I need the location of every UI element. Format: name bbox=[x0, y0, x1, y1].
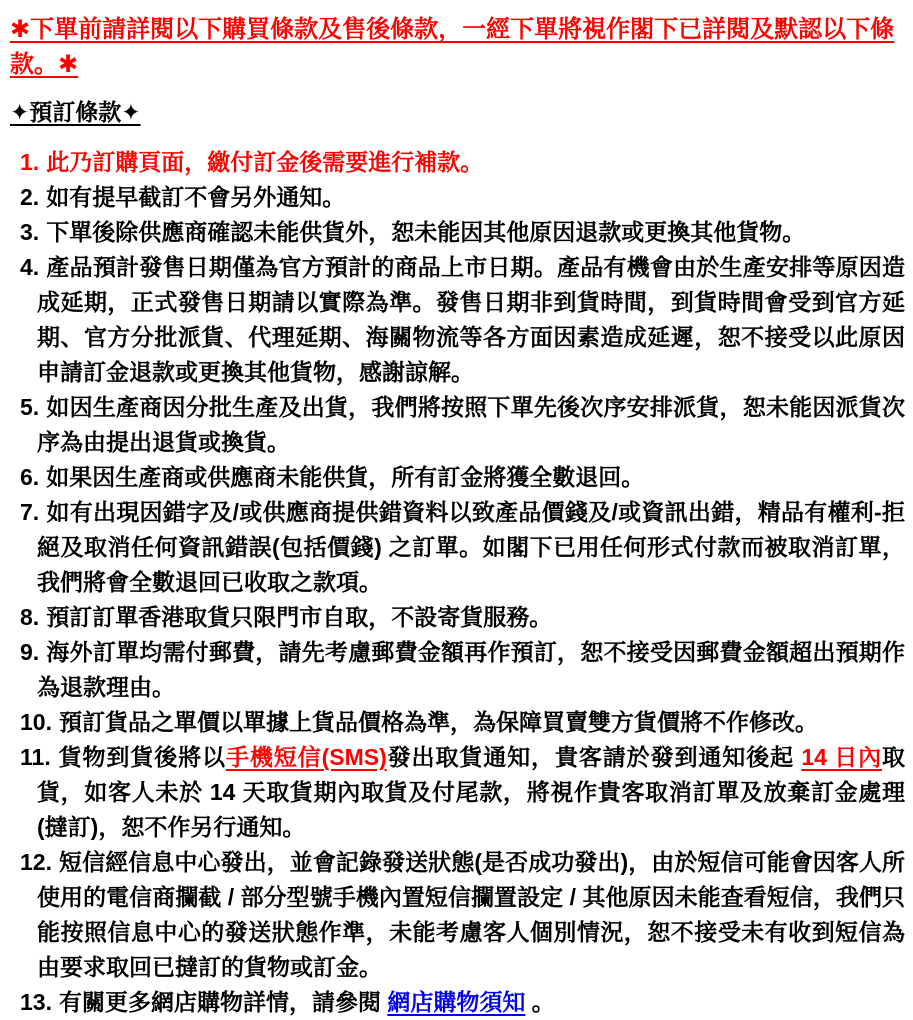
term-item-4 bbox=[10, 250, 905, 390]
term-text: 預訂貨品之單價以單據上貨品價格為準，為保障買賣雙方貨價將不作修改。 bbox=[58, 709, 818, 735]
term-number: 7. bbox=[20, 499, 40, 525]
term-item-5 bbox=[10, 390, 905, 460]
term-number: 6. bbox=[20, 464, 40, 490]
sms-highlight: 手機短信(SMS) bbox=[225, 744, 387, 770]
term-item-8 bbox=[10, 600, 905, 635]
term-text: 貨物到貨後將以 bbox=[57, 744, 226, 770]
term-number: 11. bbox=[20, 744, 51, 770]
warning-banner: ✱下單前請詳閱以下購買條款及售後條款，一經下單將視作閣下已詳閱及默認以下條款。✱ bbox=[10, 16, 895, 78]
term-item-1 bbox=[10, 145, 905, 180]
term-item-6 bbox=[10, 460, 905, 495]
term-text: 產品預計發售日期僅為官方預計的商品上市日期。產品有機會由於生產安排等原因造成延期，正式發售日期請以實際為準。發售日期非到貨時間，到貨時間會受到官方延期、官方分批派貨、代理延期、海關物流等各方面因素造成延遲，恕不接受以此原因申請訂金退款或更換其他貨物，感謝諒解。 bbox=[37, 254, 905, 385]
term-item-13 bbox=[10, 985, 905, 1020]
term-number: 8. bbox=[20, 604, 40, 630]
term-text: 取貨，如客人未於 14 天取貨期內取貨及付尾款，將視作貴客取消訂單及放棄訂金處理(撻訂)，恕不作另行通知。 bbox=[37, 744, 905, 840]
term-text: 如因生產商因分批生產及出貨，我們將按照下單先後次序安排派貨，恕未能因派貨次序為由提出退貨或換貨。 bbox=[37, 394, 905, 455]
term-number: 12. bbox=[20, 849, 52, 875]
term-text: 。 bbox=[525, 989, 555, 1015]
term-text: 預訂訂單香港取貨只限門市自取，不設寄貨服務。 bbox=[46, 604, 553, 630]
term-item-12 bbox=[10, 845, 905, 985]
term-item-2 bbox=[10, 180, 905, 215]
term-text: 海外訂單均需付郵費，請先考慮郵費金額再作預訂，恕不接受因郵費金額超出預期作為退款理由。 bbox=[37, 639, 905, 700]
term-item-3 bbox=[10, 215, 905, 250]
term-number: 1. bbox=[20, 149, 40, 175]
term-number: 5. bbox=[20, 394, 40, 420]
term-text: 如有出現因錯字及/或供應商提供錯資料以致產品價錢及/或資訊出錯，精品有權利-拒絕及取消任何資訊錯誤(包括價錢) 之訂單。如閣下已用任何形式付款而被取消訂單，我們將會全數退回已收取之款項。 bbox=[37, 499, 905, 595]
term-text: 短信經信息中心發出，並會記錄發送狀態(是否成功發出)，由於短信可能會因客人所使用的電信商攔截 / 部分型號手機內置短信攔置設定 / 其他原因未能查看短信，我們只能按照信息中心的發送狀態作準，未能考慮客人個別情況，恕不接受未有收到短信為由要求取回已撻訂的貨物或訂金。 bbox=[37, 849, 905, 980]
term-number: 4. bbox=[20, 254, 40, 280]
term-number: 10. bbox=[20, 709, 52, 735]
term-item-10 bbox=[10, 705, 905, 740]
term-text: 發出取貨通知，貴客請於發到通知後起 bbox=[386, 744, 802, 770]
term-text: 有關更多網店購物詳情，請參閱 bbox=[58, 989, 388, 1015]
term-item-11 bbox=[10, 740, 905, 845]
store-shopping-guide-link[interactable]: 網店購物須知 bbox=[387, 989, 526, 1015]
term-text: 如有提早截訂不會另外通知。 bbox=[46, 184, 346, 210]
term-text: 此乃訂購頁面，繳付訂金後需要進行補款。 bbox=[46, 149, 484, 175]
term-number: 13. bbox=[20, 989, 52, 1015]
term-item-7 bbox=[10, 495, 905, 600]
term-number: 2. bbox=[20, 184, 40, 210]
section-title bbox=[10, 95, 905, 130]
term-number: 3. bbox=[20, 219, 40, 245]
term-text: 下單後除供應商確認未能供貨外，恕未能因其他原因退款或更換其他貨物。 bbox=[46, 219, 806, 245]
term-number: 9. bbox=[20, 639, 40, 665]
term-text: 如果因生產商或供應商未能供貨，所有訂金將獲全數退回。 bbox=[46, 464, 645, 490]
pickup-deadline-highlight: 14 日內 bbox=[801, 744, 882, 770]
section-title-text: ✦預訂條款✦ bbox=[10, 99, 141, 125]
term-item-9 bbox=[10, 635, 905, 705]
terms-list bbox=[10, 145, 905, 1020]
